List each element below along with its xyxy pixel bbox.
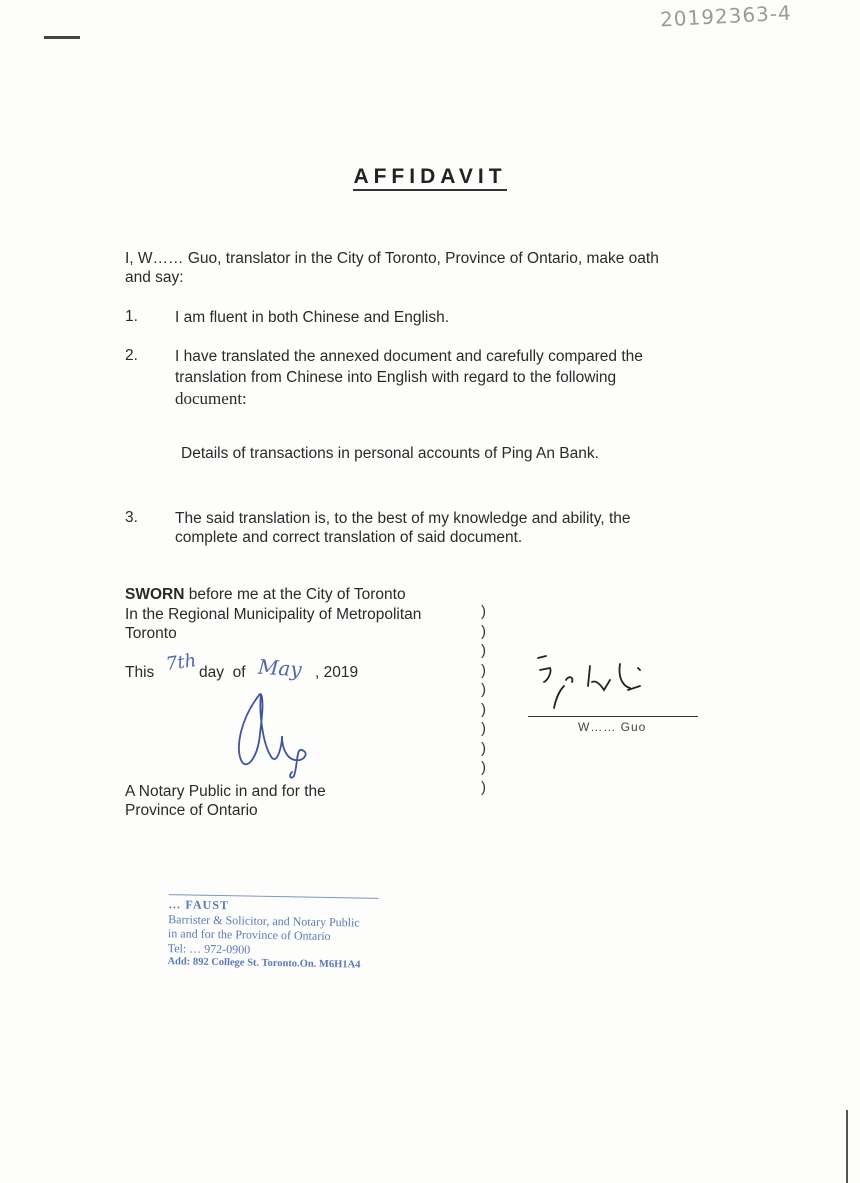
paren: ) — [481, 720, 486, 737]
sworn-year: , 2019 — [315, 664, 359, 681]
title-text: AFFIDAVIT — [353, 165, 506, 191]
document-name: Details of transactions in personal accounts of Ping An Bank. — [181, 445, 599, 462]
file-note: 20192363-4 — [659, 0, 793, 32]
paren: ) — [481, 603, 486, 620]
stamp-line-1: Barrister & Solicitor, and Notary Public — [168, 911, 360, 930]
paren: ) — [481, 661, 486, 679]
paren: ) — [481, 759, 486, 776]
parentheses-column — [481, 602, 486, 797]
sworn-day-of: day of — [199, 664, 246, 681]
sworn-line-3: Toronto — [125, 625, 177, 642]
paren: ) — [481, 778, 486, 796]
paren: ) — [481, 642, 486, 659]
intro-line-2: and say: — [125, 269, 184, 286]
stamp-line-2: in and for the Province of Ontario — [167, 926, 331, 944]
paren: ) — [481, 681, 486, 698]
item-2-line-2: translation from Chinese into English with regard to the following — [175, 369, 617, 386]
sworn-line-2: In the Regional Municipality of Metropolitan — [125, 606, 422, 623]
stamp-line-3: Tel: … 972-0900 — [167, 940, 251, 957]
paren: ) — [481, 739, 486, 757]
translator-signature — [530, 650, 660, 720]
signer-name: W…… Guo — [578, 720, 647, 734]
item-3-line-1: The said translation is, to the best of my knowledge and ability, the — [175, 510, 631, 527]
notary-signature — [228, 686, 328, 782]
sworn-line-1-rest: before me at the City of Toronto — [184, 586, 406, 603]
sworn-bold: SWORN — [125, 586, 185, 603]
intro-line-1: I, W…… Guo, translator in the City of Toronto, Province of Ontario, make oath — [125, 250, 659, 267]
stamp-name: … FAUST — [168, 894, 378, 915]
item-1-number: 1. — [125, 308, 138, 325]
stamp-address: Add: 892 College St. Toronto.On. M6H1A4 — [167, 956, 361, 971]
handwritten-day: 7th — [164, 649, 198, 676]
handwritten-month: May — [257, 654, 303, 682]
sworn-line-1 — [125, 585, 406, 604]
notary-line-2: Province of Ontario — [125, 802, 258, 819]
paren: ) — [481, 700, 486, 718]
notary-line-1: A Notary Public in and for the — [125, 783, 326, 800]
item-3-line-2: complete and correct translation of said document. — [175, 529, 523, 546]
item-2-line-3: document: — [175, 389, 247, 408]
paren: ) — [481, 622, 486, 640]
item-2-line-1: I have translated the annexed document and carefully compared the — [175, 348, 643, 365]
item-3-number: 3. — [125, 509, 138, 526]
item-1-line-1: I am fluent in both Chinese and English. — [175, 309, 450, 326]
signature-line — [528, 716, 698, 717]
edge-mark — [846, 1110, 848, 1183]
margin-dash — [44, 36, 80, 39]
item-2-number: 2. — [125, 347, 138, 364]
sworn-this: This — [125, 664, 155, 681]
notary-stamp — [167, 894, 378, 973]
document-title — [0, 165, 860, 189]
